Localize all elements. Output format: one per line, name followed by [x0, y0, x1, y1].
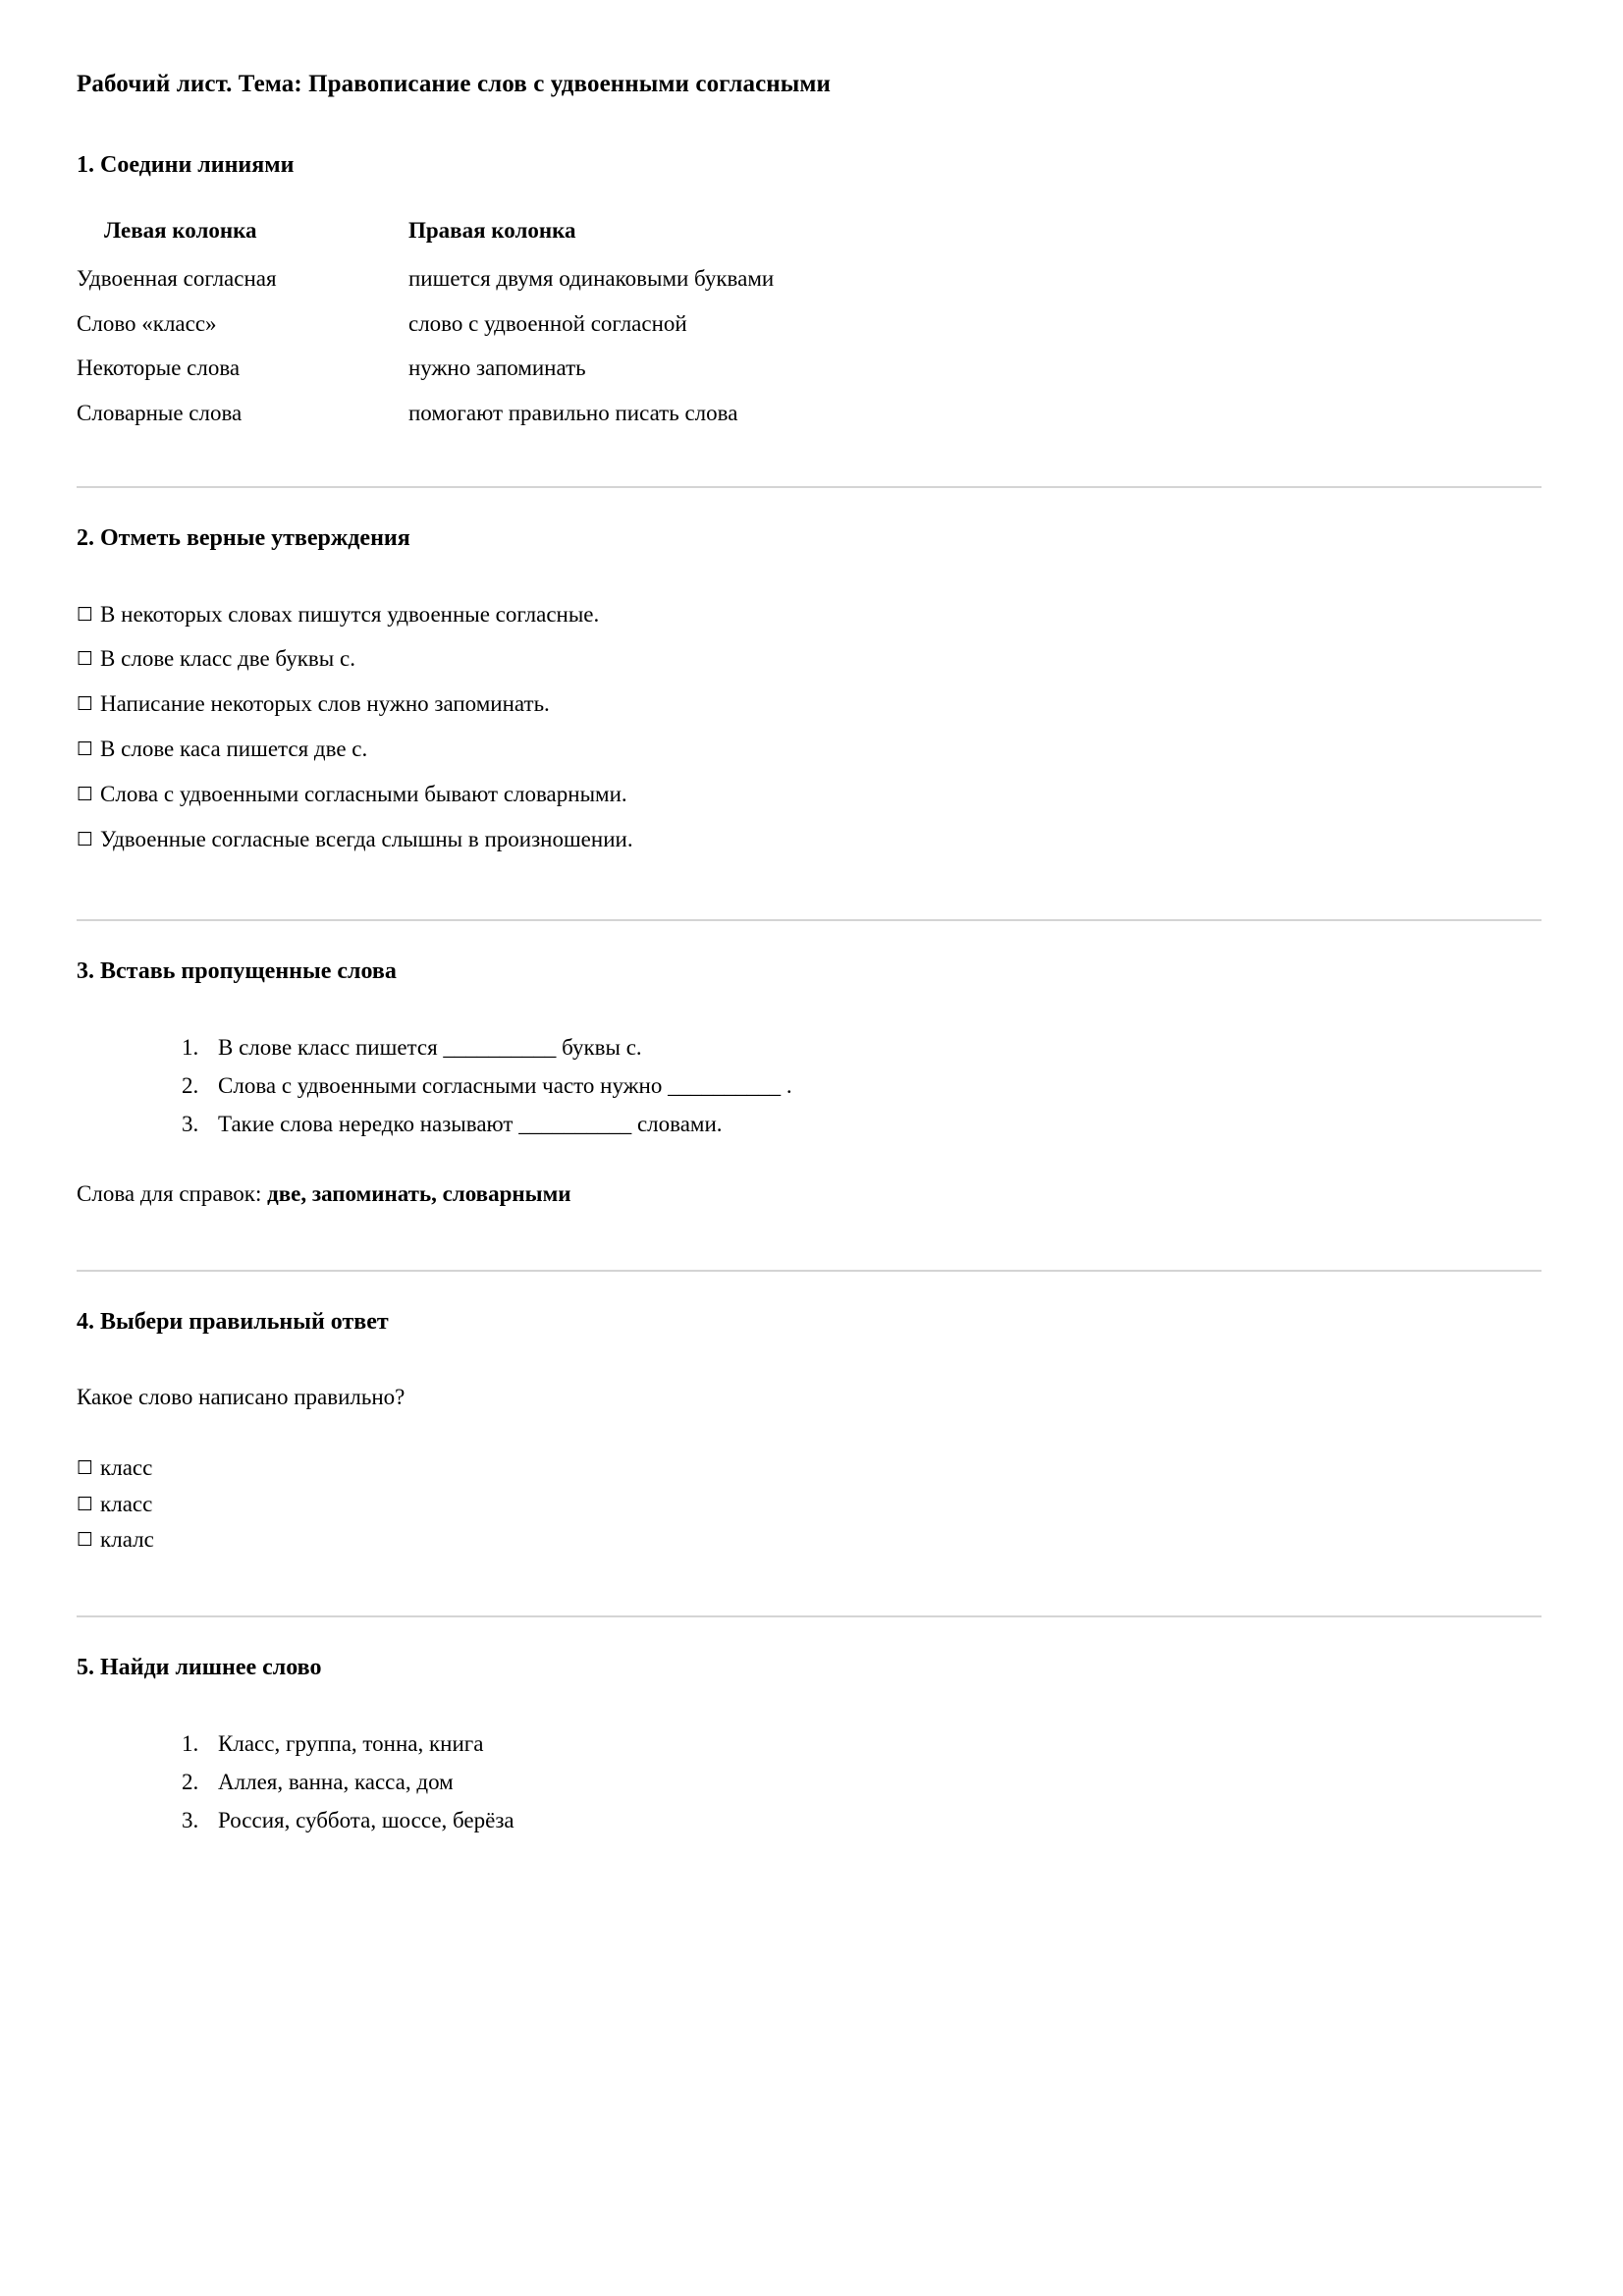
- spacer: [77, 986, 1546, 1033]
- match-left-item[interactable]: Удвоенная согласная: [77, 265, 277, 291]
- section-1-heading: 1. Соедини линиями: [77, 152, 295, 179]
- statement-text: Написание некоторых слов нужно запоминать.: [100, 691, 550, 717]
- page-title: Рабочий лист. Тема: Правописание слов с удвоенными согласными: [77, 71, 832, 97]
- spacer: [77, 1272, 1546, 1307]
- fill-in-blanks-list: [77, 1033, 1546, 1139]
- list-item[interactable]: [77, 735, 1546, 764]
- match-right-item[interactable]: пишется двумя одинаковыми буквами: [408, 265, 775, 291]
- spacer: [77, 1617, 1546, 1653]
- list-item[interactable]: 2. Аллея, ванна, касса, дом: [204, 1768, 1546, 1797]
- spacer: [77, 488, 1546, 523]
- word-bank-label: Слова для справок:: [77, 1180, 268, 1206]
- section-5-heading: 5. Найди лишнее слово: [77, 1655, 322, 1681]
- statement-text: В слове каса пишется две с.: [100, 737, 368, 762]
- divider-wrap: [77, 443, 1546, 488]
- statement-text: В некоторых словах пишутся удвоенные согласные.: [100, 601, 600, 627]
- odd-one-out-list: [77, 1729, 1546, 1835]
- option-text: клалс: [100, 1527, 154, 1553]
- spacer: [77, 1337, 1546, 1382]
- checkbox-icon[interactable]: ☐: [77, 603, 94, 626]
- checkbox-icon[interactable]: ☐: [77, 784, 94, 806]
- match-right-item[interactable]: слово с удвоенной согласной: [408, 310, 687, 336]
- matching-table: [77, 215, 774, 442]
- checkbox-icon[interactable]: ☐: [77, 1456, 94, 1479]
- section-3-heading: 3. Вставь пропущенные слова: [77, 957, 397, 984]
- checkbox-icon[interactable]: ☐: [77, 693, 94, 716]
- spacer: [77, 921, 1546, 957]
- table-row: [77, 308, 774, 354]
- list-item[interactable]: 3. Россия, суббота, шоссе, берёза: [204, 1806, 1546, 1835]
- column-header-right: Правая колонка: [408, 218, 576, 244]
- section-4-heading: 4. Выбери правильный ответ: [77, 1308, 389, 1335]
- statement-text: Удвоенные согласные всегда слышны в произношении.: [100, 826, 633, 851]
- list-item[interactable]: [77, 1453, 1546, 1483]
- option-text: класс: [100, 1491, 153, 1516]
- checkbox-icon[interactable]: ☐: [77, 828, 94, 850]
- spacer: [77, 1139, 1546, 1178]
- match-left-item[interactable]: Словарные слова: [77, 400, 243, 425]
- list-item[interactable]: [77, 1525, 1546, 1555]
- statements-checkbox-list: [77, 600, 1546, 854]
- match-left-item[interactable]: Некоторые слова: [77, 355, 241, 381]
- checkbox-icon[interactable]: ☐: [77, 1529, 94, 1552]
- spacer: [77, 180, 1546, 215]
- list-item[interactable]: [77, 825, 1546, 854]
- word-bank-words: две, запоминать, словарными: [267, 1180, 571, 1206]
- match-left-item[interactable]: Слово «класс»: [77, 310, 217, 336]
- statement-text: В слове класс две буквы с.: [100, 646, 355, 672]
- statement-text: Слова с удвоенными согласными бывают словарными.: [100, 782, 627, 807]
- spacer: [77, 1682, 1546, 1729]
- match-right-item[interactable]: помогают правильно писать слова: [408, 400, 738, 425]
- list-item[interactable]: 2. Слова с удвоенными согласными часто нужно __________ .: [204, 1071, 1546, 1101]
- list-item[interactable]: [77, 644, 1546, 674]
- list-item[interactable]: [77, 600, 1546, 629]
- checkbox-icon[interactable]: ☐: [77, 648, 94, 671]
- divider-wrap: [77, 1209, 1546, 1272]
- table-header-row: [77, 215, 774, 263]
- list-item[interactable]: [77, 689, 1546, 719]
- table-row: [77, 263, 774, 308]
- column-header-left: Левая колонка: [104, 218, 257, 244]
- list-item[interactable]: 1. В слове класс пишется __________ буквы с.: [204, 1033, 1546, 1063]
- list-item[interactable]: [77, 780, 1546, 809]
- answer-options-list: [77, 1453, 1546, 1556]
- table-row: [77, 398, 774, 443]
- spacer: [77, 99, 1546, 150]
- section-2-heading: 2. Отметь верные утверждения: [77, 524, 410, 551]
- spacer: [77, 553, 1546, 600]
- word-bank: [77, 1178, 1546, 1209]
- multiple-choice-question: Какое слово написано правильно?: [77, 1384, 406, 1409]
- spacer: [77, 1412, 1546, 1453]
- list-item[interactable]: 3. Такие слова нередко называют __________ словами.: [204, 1110, 1546, 1139]
- divider-wrap: [77, 854, 1546, 921]
- table-row: [77, 353, 774, 398]
- match-right-item[interactable]: нужно запоминать: [408, 355, 586, 381]
- list-item[interactable]: [77, 1490, 1546, 1519]
- divider-wrap: [77, 1555, 1546, 1617]
- checkbox-icon[interactable]: ☐: [77, 738, 94, 761]
- option-text: класс: [100, 1454, 153, 1480]
- checkbox-icon[interactable]: ☐: [77, 1493, 94, 1515]
- list-item[interactable]: 1. Класс, группа, тонна, книга: [204, 1729, 1546, 1759]
